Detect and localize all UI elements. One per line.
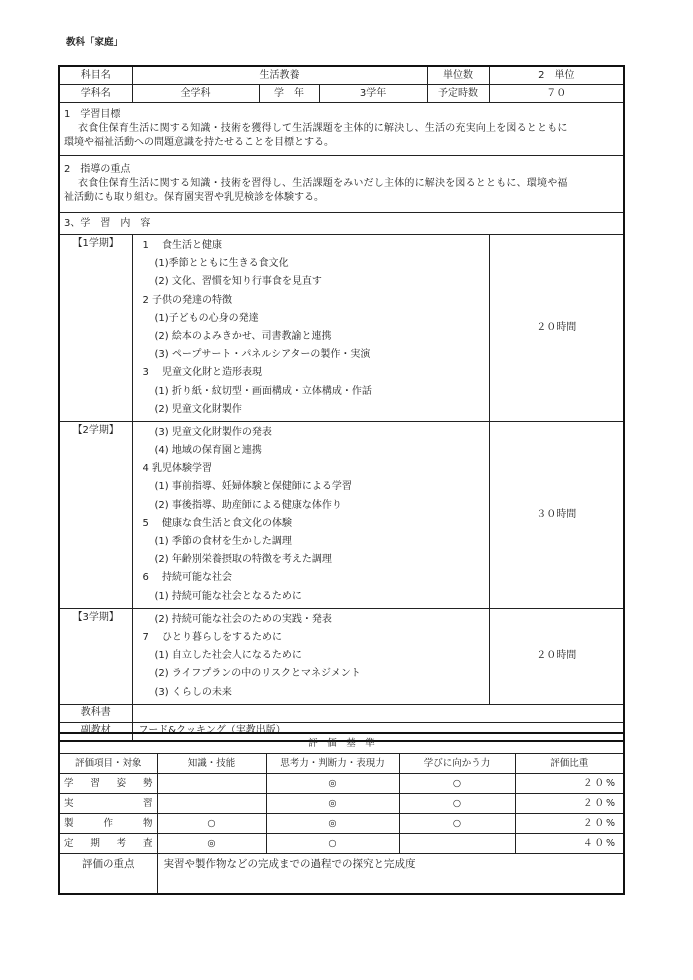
eval-row bbox=[59, 814, 624, 834]
subject-row bbox=[59, 66, 624, 85]
subject-label: 科目名 bbox=[59, 66, 132, 85]
eval-attitude: ○ bbox=[399, 794, 515, 814]
goals-line1: 衣食住保育生活に関する知識・技術を獲得して生活課題を主体的に解決し、生活の充実向上を図るとともに bbox=[78, 123, 568, 134]
eval-attitude: ○ bbox=[399, 774, 515, 794]
term-row bbox=[59, 235, 624, 422]
term-hours: ２０時間 bbox=[489, 235, 624, 422]
eval-col-item: 評価項目・対象 bbox=[59, 754, 157, 774]
eval-item-char: 学 bbox=[64, 777, 74, 789]
eval-item bbox=[59, 834, 157, 854]
term-item: 2 子供の発達の特徴 bbox=[142, 294, 233, 306]
goals-heading: 1 学習目標 bbox=[64, 109, 121, 120]
term-item: (2) 文化、習慣を知り行事食を見直す bbox=[154, 276, 322, 288]
eval-row bbox=[59, 794, 624, 814]
eval-weight: ２０% bbox=[515, 774, 624, 794]
term-item: (3) ペープサート・パネルシアターの製作・実演 bbox=[154, 349, 371, 361]
term-items bbox=[132, 421, 489, 608]
eval-thinking: ◎ bbox=[266, 774, 399, 794]
grade-label: 学 年 bbox=[259, 85, 319, 103]
focus-heading: 2 指導の重点 bbox=[64, 164, 131, 175]
eval-thinking: ○ bbox=[266, 834, 399, 854]
eval-item bbox=[59, 814, 157, 834]
term-item: (1) 持続可能な社会となるために bbox=[154, 590, 302, 602]
eval-item-char: 実 bbox=[64, 797, 74, 809]
term-item: (1) 季節の食材を生かした調理 bbox=[154, 536, 292, 547]
eval-item-char: 定 bbox=[64, 837, 74, 849]
term-item: (2) 持続可能な社会のための実践・発表 bbox=[154, 613, 332, 625]
focus-line2: 祉活動にも取り組む。保育園実習や乳児検診を体験する。 bbox=[64, 192, 324, 203]
eval-item bbox=[59, 794, 157, 814]
term-label: 【1学期】 bbox=[59, 235, 132, 422]
term-item: (2) 絵本のよみきかせ、司書教諭と連携 bbox=[154, 330, 332, 342]
eval-item-char: 査 bbox=[142, 837, 153, 849]
eval-col-knowledge: 知識・技能 bbox=[157, 754, 266, 774]
textbook-row bbox=[59, 704, 624, 722]
syllabus-table bbox=[58, 65, 625, 742]
eval-row bbox=[59, 774, 624, 794]
subject-value: 生活教養 bbox=[132, 66, 427, 85]
eval-item-char: 製 bbox=[64, 817, 74, 829]
sub-material-value: フード&クッキング（実教出版） bbox=[132, 722, 624, 741]
term-item: 6 持続可能な社会 bbox=[142, 572, 233, 584]
evaluation-table bbox=[58, 732, 625, 895]
term-label: 【3学期】 bbox=[59, 608, 132, 704]
eval-thinking: ◎ bbox=[266, 794, 399, 814]
textbook-label: 教科書 bbox=[59, 704, 132, 722]
eval-item-char: 習 bbox=[90, 777, 100, 789]
eval-col-weight: 評価比重 bbox=[515, 754, 624, 774]
term-hours: ３０時間 bbox=[489, 421, 624, 608]
eval-focus-row bbox=[59, 854, 624, 895]
content-heading: 3、学 習 内 容 bbox=[59, 213, 624, 235]
hours-label: 予定時数 bbox=[427, 85, 489, 103]
eval-knowledge bbox=[157, 774, 266, 794]
term-hours: ２０時間 bbox=[489, 608, 624, 704]
eval-weight: ２０% bbox=[515, 794, 624, 814]
term-item: (1)子どもの心身の発達 bbox=[154, 312, 259, 324]
textbook-value bbox=[132, 704, 624, 722]
eval-attitude: ○ bbox=[399, 814, 515, 834]
term-item: (1) 事前指導、妊婦体験と保健師による学習 bbox=[154, 481, 352, 493]
eval-weight: ４０% bbox=[515, 834, 624, 854]
goals-section bbox=[59, 103, 624, 156]
term-item: 1 食生活と健康 bbox=[142, 240, 223, 251]
units-label: 単位数 bbox=[427, 66, 489, 85]
eval-header-row bbox=[59, 754, 624, 774]
term-label: 【2学期】 bbox=[59, 421, 132, 608]
term-items bbox=[132, 235, 489, 422]
term-item: 7 ひとり暮らしをするために bbox=[142, 631, 283, 643]
term-row bbox=[59, 608, 624, 704]
dept-label: 学科名 bbox=[59, 85, 132, 103]
eval-item bbox=[59, 774, 157, 794]
dept-value: 全学科 bbox=[132, 85, 259, 103]
term-item: (3) 児童文化財製作の発表 bbox=[154, 426, 272, 438]
dept-row bbox=[59, 85, 624, 103]
eval-focus-label: 評価の重点 bbox=[59, 854, 157, 895]
eval-thinking: ◎ bbox=[266, 814, 399, 834]
eval-item-char: 期 bbox=[90, 837, 100, 849]
eval-item-char: 物 bbox=[142, 817, 153, 829]
focus-line1: 衣食住保育生活に関する知識・技術を習得し、生活課題をみいだし主体的に解決を図るとともに、環境や福 bbox=[78, 178, 568, 189]
term-item: 4 乳児体験学習 bbox=[142, 463, 213, 475]
eval-title: 評 価 基 準 bbox=[59, 733, 624, 754]
focus-row bbox=[59, 156, 624, 213]
eval-title-row bbox=[59, 733, 624, 754]
content-heading-row bbox=[59, 213, 624, 235]
eval-weight: ２０% bbox=[515, 814, 624, 834]
eval-col-thinking: 思考力・判断力・表現力 bbox=[266, 754, 399, 774]
term-item: 3 児童文化財と造形表現 bbox=[142, 367, 263, 379]
document-title: 教科「家庭」 bbox=[66, 37, 124, 48]
hours-value: ７０ bbox=[489, 85, 624, 103]
term-item: (2) 事後指導、助産師による健康な体作り bbox=[154, 499, 342, 511]
term-item: (1) 折り紙・紋切型・画面構成・立体構成・作話 bbox=[154, 385, 372, 397]
eval-item-char: 作 bbox=[103, 817, 113, 829]
term-item: (4) 地域の保育園と連携 bbox=[154, 445, 262, 457]
term-item: 5 健康な食生活と食文化の体験 bbox=[142, 517, 293, 529]
sub-material-label: 副教材 bbox=[59, 722, 132, 741]
term-item: (1)季節とともに生きる食文化 bbox=[154, 258, 289, 270]
grade-value: 3学年 bbox=[319, 85, 427, 103]
eval-knowledge: ○ bbox=[157, 814, 266, 834]
goals-line2: 環境や福祉活動への問題意識を持たせることを目標とする。 bbox=[64, 137, 334, 148]
eval-knowledge: ◎ bbox=[157, 834, 266, 854]
goals-row bbox=[59, 103, 624, 156]
eval-knowledge bbox=[157, 794, 266, 814]
eval-item-char: 勢 bbox=[142, 777, 153, 789]
eval-col-attitude: 学びに向かう力 bbox=[399, 754, 515, 774]
eval-focus-value: 実習や製作物などの完成までの過程での探究と完成度 bbox=[157, 854, 624, 895]
eval-attitude bbox=[399, 834, 515, 854]
term-item: (2) 児童文化財製作 bbox=[154, 403, 242, 415]
term-row bbox=[59, 421, 624, 608]
eval-item-char: 習 bbox=[142, 797, 153, 809]
term-item: (3) くらしの未来 bbox=[154, 686, 232, 698]
focus-section bbox=[59, 156, 624, 213]
eval-item-char: 姿 bbox=[116, 777, 127, 789]
term-item: (2) ライフプランの中のリスクとマネジメント bbox=[154, 668, 361, 680]
term-item: (2) 年齢別栄養摂取の特徴を考えた調理 bbox=[154, 554, 332, 566]
eval-item-char: 考 bbox=[116, 837, 127, 849]
term-item: (1) 自立した社会人になるために bbox=[154, 650, 302, 662]
eval-row bbox=[59, 834, 624, 854]
term-items bbox=[132, 608, 489, 704]
units-value: 2 単位 bbox=[489, 66, 624, 85]
